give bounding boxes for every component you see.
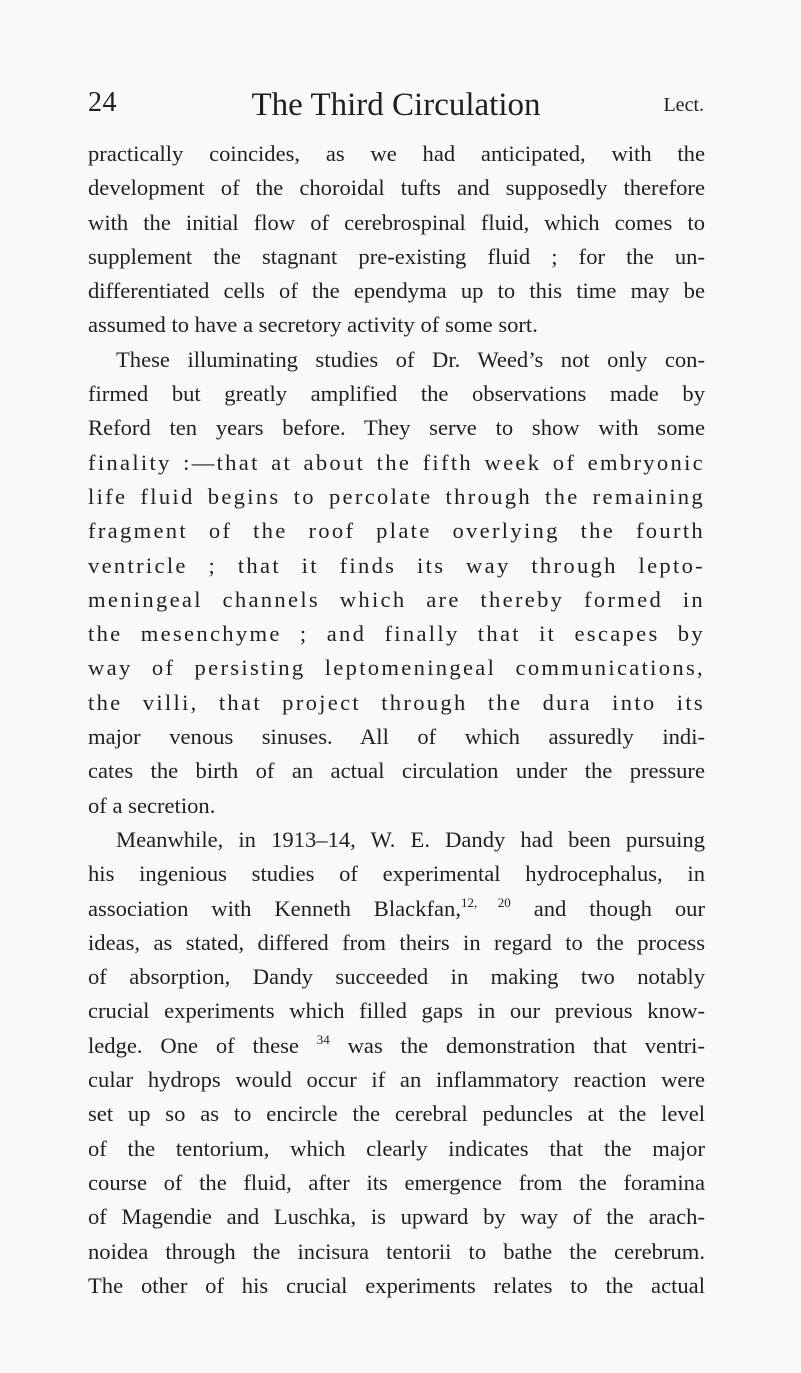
page-number: 24 bbox=[88, 87, 117, 118]
text-line: Reford ten years before. They serve to show with some bbox=[88, 415, 705, 441]
text-line: the villi, that project through the dura into its bbox=[88, 689, 705, 715]
text-line: These illuminating studies of Dr. Weed’s not only con- bbox=[116, 346, 705, 372]
text-line: cular hydrops would occur if an inflammatory reaction were bbox=[88, 1067, 705, 1093]
text-line: set up so as to encircle the cerebral peduncles at the level bbox=[88, 1101, 705, 1127]
text-line: life fluid begins to percolate through the remaining bbox=[88, 483, 705, 509]
running-head bbox=[88, 87, 704, 131]
reference-superscript: 12, 20 bbox=[461, 894, 511, 910]
text-line: practically coincides, as we had anticipated, with the bbox=[88, 141, 705, 166]
text-line: of the tentorium, which clearly indicates that the major bbox=[88, 1135, 705, 1161]
text-line: meningeal channels which are thereby formed in bbox=[88, 586, 705, 612]
text-line: differentiated cells of the ependyma up to this time may be bbox=[88, 278, 705, 304]
text-fragment: and though our bbox=[533, 895, 705, 921]
text-line: noidea through the incisura tentorii to bathe the cerebrum. bbox=[88, 1238, 705, 1264]
text-line: development of the choroidal tufts and supposedly therefore bbox=[88, 175, 705, 201]
text-line: firmed but greatly amplified the observations made by bbox=[88, 381, 705, 407]
text-line: fragment of the roof plate overlying the fourth bbox=[88, 518, 705, 544]
text-line: crucial experiments which filled gaps in our previous know- bbox=[88, 998, 705, 1024]
running-title: The Third Circulation bbox=[251, 87, 541, 123]
running-section: Lect. bbox=[663, 94, 704, 116]
text-line: cates the birth of an actual circulation under the pressure bbox=[88, 758, 705, 784]
text-line: supplement the stagnant pre-existing fluid ; for the un- bbox=[88, 243, 705, 269]
text-line: of Magendie and Luschka, is upward by way of the arach- bbox=[88, 1204, 705, 1230]
text-line: with the initial flow of cerebrospinal fluid, which comes to bbox=[88, 209, 705, 235]
text-line: of a secretion. bbox=[88, 792, 216, 818]
text-fragment: ledge. One of these bbox=[88, 1032, 299, 1058]
text-line: assumed to have a secretory activity of some sort. bbox=[88, 312, 538, 338]
text-line: the mesenchyme ; and finally that it escapes by bbox=[88, 621, 705, 647]
text-line bbox=[88, 892, 705, 926]
text-fragment: was the demonstration that ventri- bbox=[347, 1032, 705, 1058]
reference-superscript: 34 bbox=[316, 1031, 330, 1047]
text-line: ideas, as stated, differed from theirs in regard to the process bbox=[88, 929, 705, 955]
text-line: course of the fluid, after its emergence from the foramina bbox=[88, 1169, 705, 1195]
body-text bbox=[88, 137, 705, 1303]
text-line bbox=[88, 1029, 705, 1063]
text-line: Meanwhile, in 1913–14, W. E. Dandy had been pursuing bbox=[116, 826, 705, 852]
text-line: The other of his crucial experiments relates to the actual bbox=[88, 1272, 705, 1298]
text-fragment: association with Kenneth Blackfan, bbox=[88, 895, 462, 921]
text-line: of absorption, Dandy succeeded in making two notably bbox=[88, 964, 705, 990]
text-line: his ingenious studies of experimental hydrocephalus, in bbox=[88, 861, 705, 887]
text-line: major venous sinuses. All of which assuredly indi- bbox=[88, 724, 705, 750]
text-line: way of persisting leptomeningeal communications, bbox=[88, 655, 705, 681]
text-line: finality :—that at about the fifth week of embryonic bbox=[88, 449, 705, 475]
text-line: ventricle ; that it finds its way through lepto- bbox=[88, 552, 705, 578]
